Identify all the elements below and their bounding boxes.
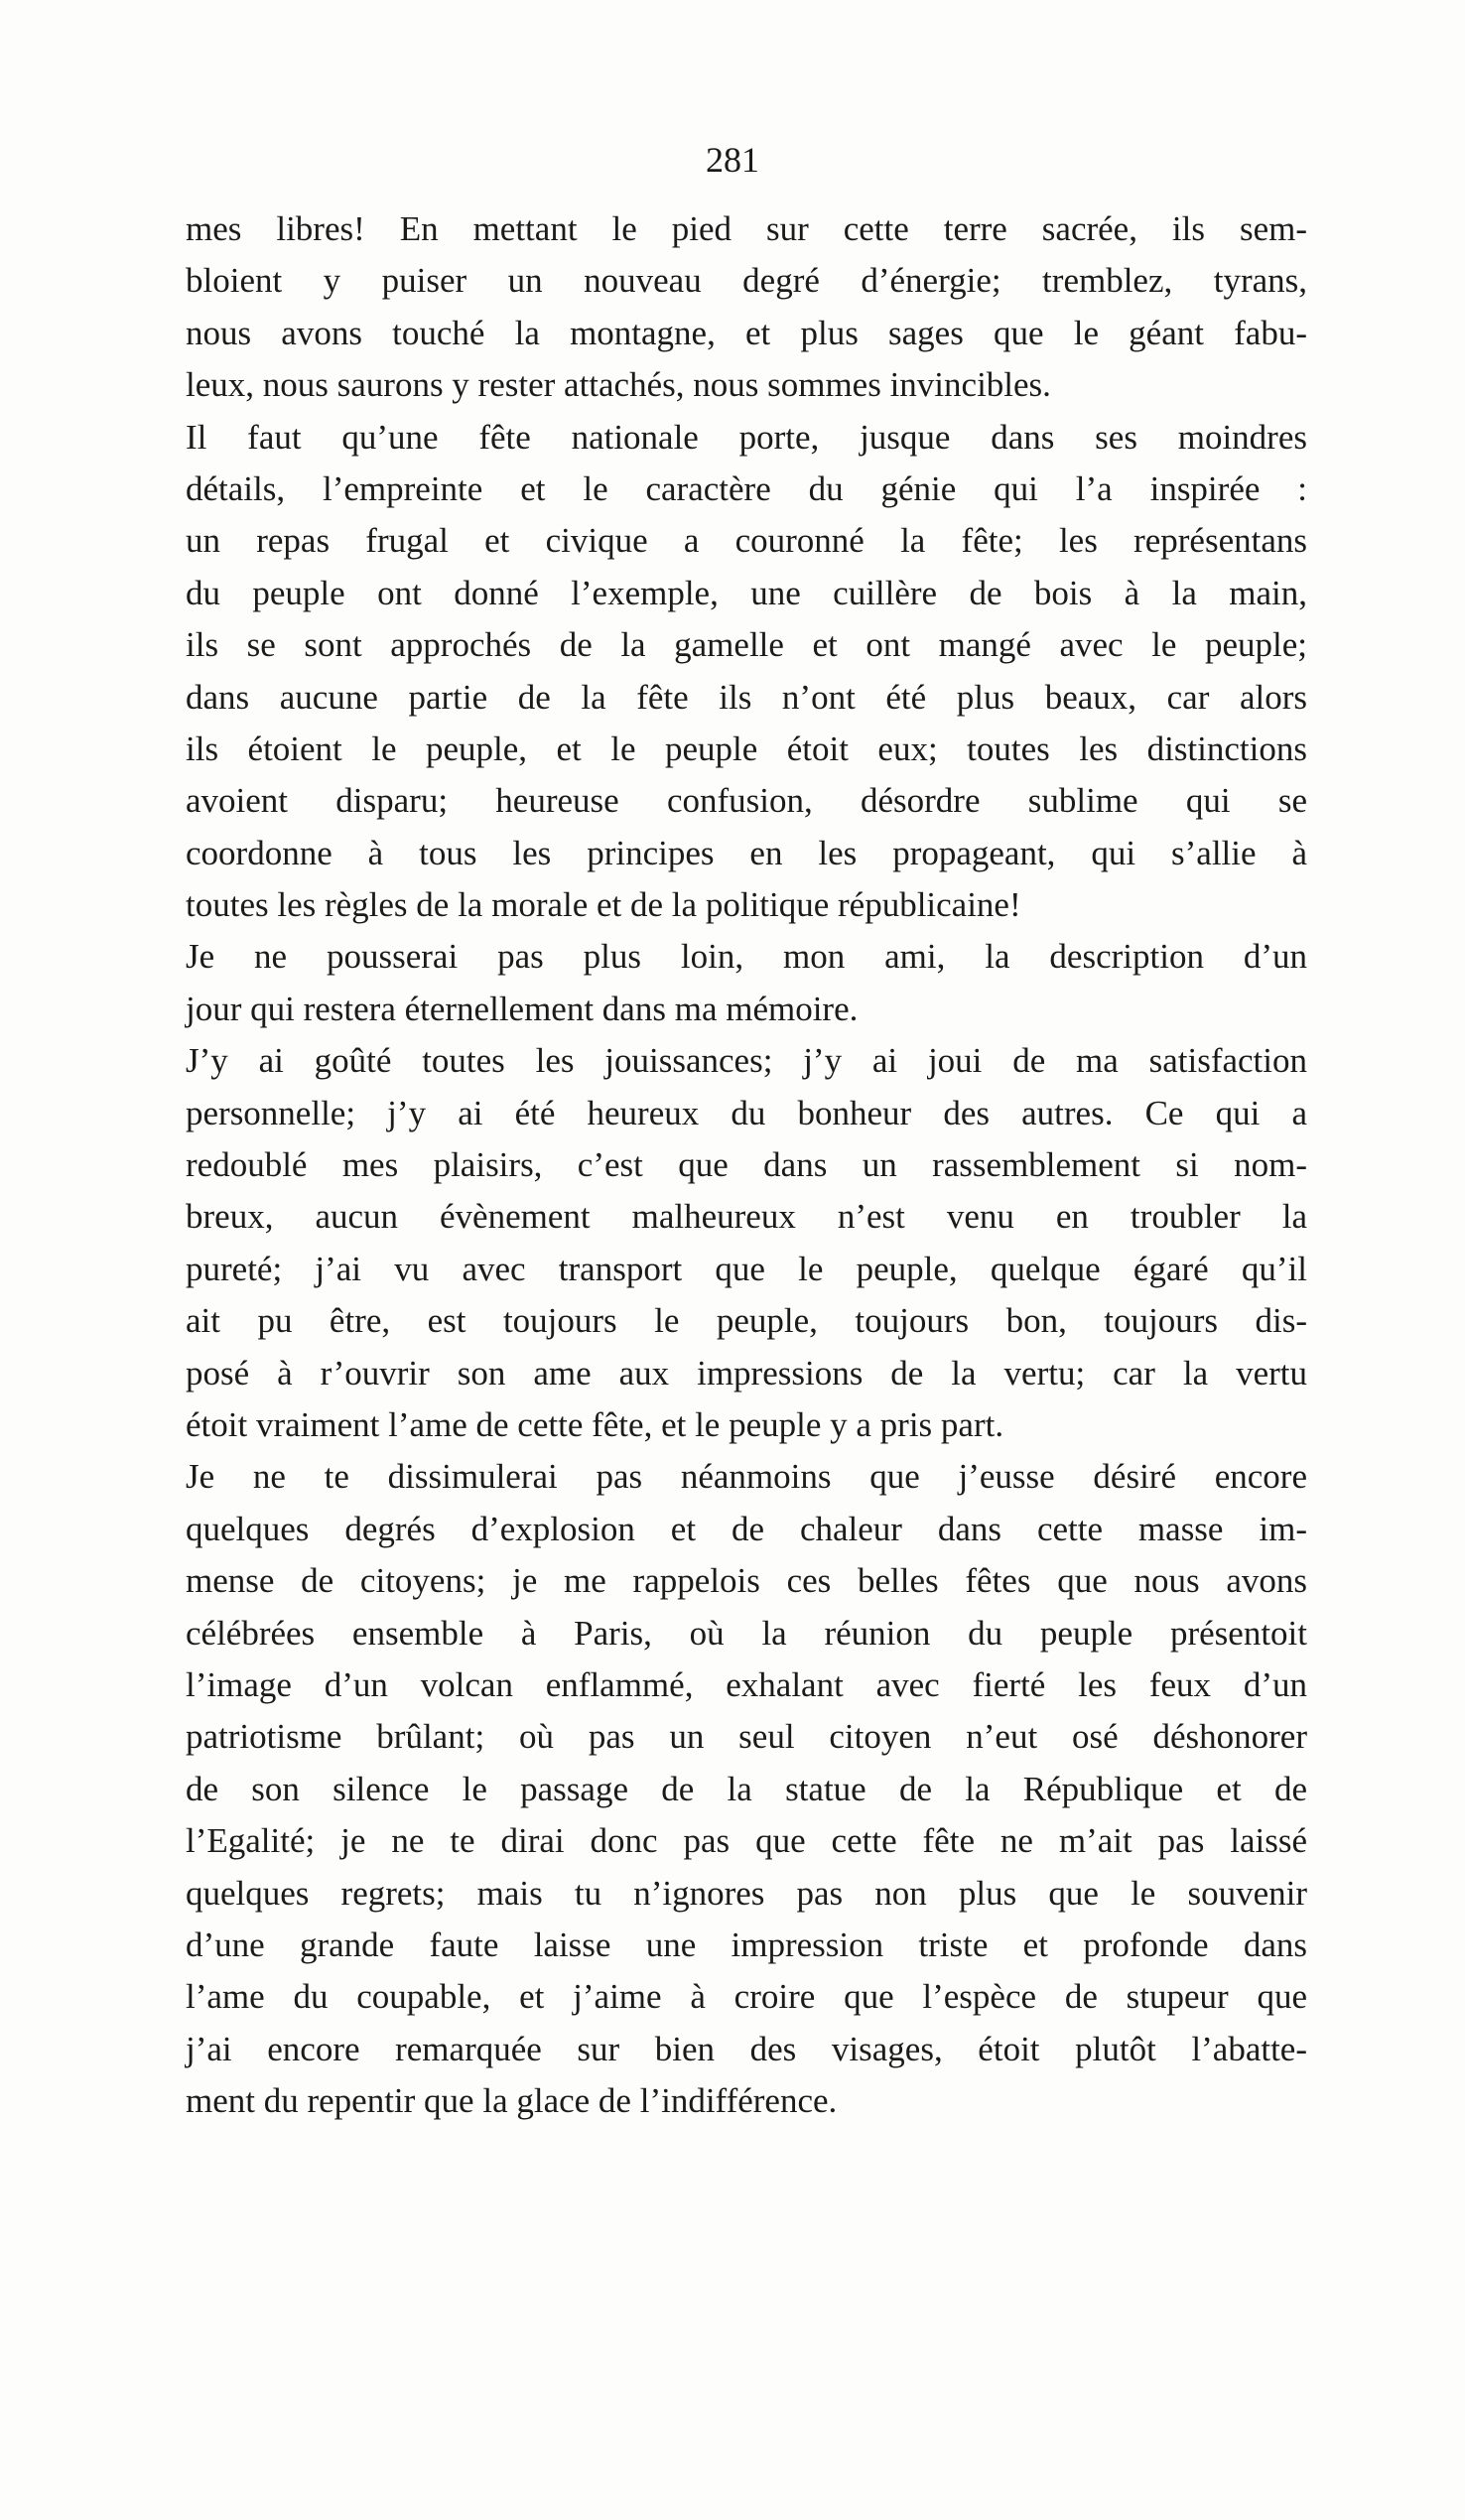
text-line: dans aucune partie de la fête ils n’ont été plus beaux, car alors xyxy=(186,677,1307,717)
text-line: mense de citoyens; je me rappelois ces belles fêtes que nous avons xyxy=(186,1561,1307,1601)
text-line: un repas frugal et civique a couronné la fête; les représentans xyxy=(186,521,1307,561)
text-line: détails, l’empreinte et le caractère du génie qui l’a inspirée : xyxy=(186,468,1307,508)
text-line: mes libres! En mettant le pied sur cette terre sacrée, ils sem- xyxy=(186,209,1307,248)
text-line: d’une grande faute laisse une impression triste et profonde dans xyxy=(186,1924,1307,1964)
body-text xyxy=(186,203,1307,2127)
text-line: breux, aucun évènement malheureux n’est venu en troubler la xyxy=(186,1197,1307,1237)
text-line: l’Egalité; je ne te dirai donc pas que cette fête ne m’ait pas laissé xyxy=(186,1821,1307,1861)
text-line: ment du repentir que la glace de l’indifférence. xyxy=(186,2081,838,2121)
text-line: avoient disparu; heureuse confusion, désordre sublime qui se xyxy=(186,781,1307,821)
text-line: coordonne à tous les principes en les propageant, qui s’allie à xyxy=(186,833,1307,872)
text-line: bloient y puiser un nouveau degré d’énergie; tremblez, tyrans, xyxy=(186,261,1307,301)
text-line: ils se sont approchés de la gamelle et ont mangé avec le peuple; xyxy=(186,625,1307,665)
text-line: l’ame du coupable, et j’aime à croire que l’espèce de stupeur que xyxy=(186,1977,1307,2017)
text-line: célébrées ensemble à Paris, où la réunion du peuple présentoit xyxy=(186,1613,1307,1653)
text-line: du peuple ont donné l’exemple, une cuillère de bois à la main, xyxy=(186,573,1307,612)
text-line: quelques degrés d’explosion et de chaleur dans cette masse im- xyxy=(186,1509,1307,1548)
text-line: de son silence le passage de la statue de la République et de xyxy=(186,1769,1307,1808)
page-number: 281 xyxy=(706,140,759,180)
text-line: l’image d’un volcan enflammé, exhalant avec fierté les feux d’un xyxy=(186,1664,1307,1704)
text-line: étoit vraiment l’ame de cette fête, et le peuple y a pris part. xyxy=(186,1404,1004,1444)
text-line: Je ne te dissimulerai pas néanmoins que j’eusse désiré encore xyxy=(186,1457,1307,1497)
text-line: j’ai encore remarquée sur bien des visages, étoit plutôt l’abatte- xyxy=(186,2029,1307,2068)
text-line: toutes les règles de la morale et de la politique républicaine! xyxy=(186,885,1021,925)
text-line: personnelle; j’y ai été heureux du bonheur des autres. Ce qui a xyxy=(186,1093,1307,1132)
text-line: pureté; j’ai vu avec transport que le peuple, quelque égaré qu’il xyxy=(186,1249,1307,1288)
text-line: nous avons touché la montagne, et plus sages que le géant fabu- xyxy=(186,313,1307,352)
text-line: redoublé mes plaisirs, c’est que dans un rassemblement si nom- xyxy=(186,1145,1307,1185)
text-line: Il faut qu’une fête nationale porte, jusque dans ses moindres xyxy=(186,417,1307,457)
text-line: posé à r’ouvrir son ame aux impressions de la vertu; car la vertu xyxy=(186,1353,1307,1393)
text-line: leux, nous saurons y rester attachés, nous sommes invincibles. xyxy=(186,365,1051,405)
text-line: ils étoient le peuple, et le peuple étoit eux; toutes les distinctions xyxy=(186,729,1307,768)
text-line: J’y ai goûté toutes les jouissances; j’y ai joui de ma satisfaction xyxy=(186,1041,1307,1081)
text-line: jour qui restera éternellement dans ma mémoire. xyxy=(186,989,859,1028)
text-line: quelques regrets; mais tu n’ignores pas non plus que le souvenir xyxy=(186,1873,1307,1913)
text-line: patriotisme brûlant; où pas un seul citoyen n’eut osé déshonorer xyxy=(186,1717,1307,1757)
text-line: ait pu être, est toujours le peuple, toujours bon, toujours dis- xyxy=(186,1301,1307,1341)
text-line: Je ne pousserai pas plus loin, mon ami, la description d’un xyxy=(186,937,1307,977)
